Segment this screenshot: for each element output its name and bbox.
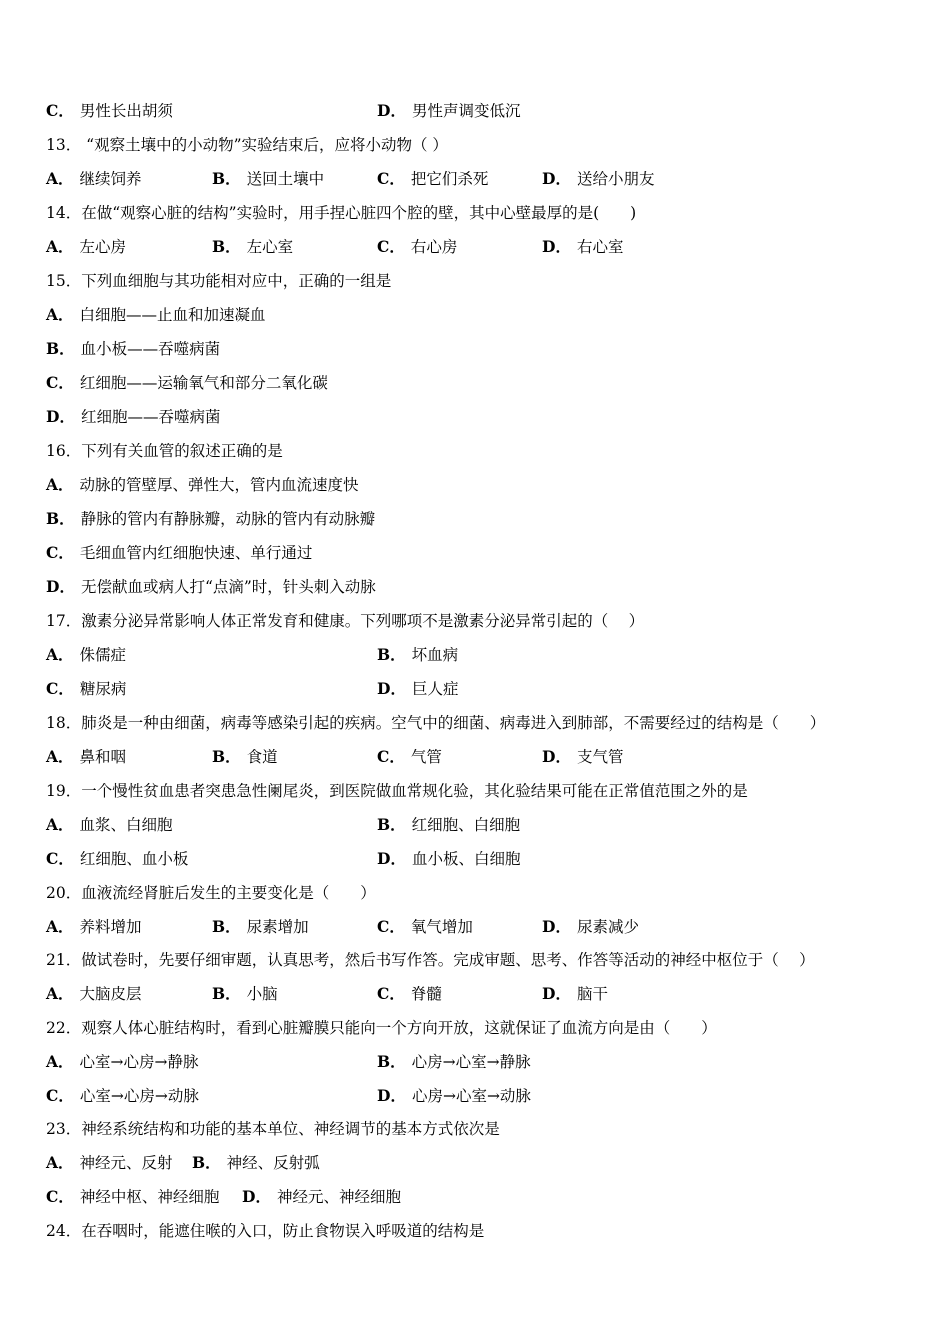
question-14: 14．在做“观察心脏的结构”实验时，用手捏心脏四个腔的壁，其中心壁最厚的是( ) — [46, 204, 637, 222]
question-18: 18．肺炎是一种由细菌，病毒等感染引起的疾病。空气中的细菌、病毒进入到肺部，不需要经过的结构是（ ） — [46, 714, 826, 732]
option-a: A． 神经元、反射 — [46, 1153, 173, 1172]
option-c: C． 右心房 — [377, 237, 458, 256]
option-c: C． 男性长出胡须 — [46, 101, 173, 120]
option-row-q15-c — [46, 371, 906, 395]
option-row-q13 — [46, 167, 906, 191]
option-a: A． 血浆、白细胞 — [46, 815, 173, 834]
option-b: B． 红细胞、白细胞 — [377, 815, 521, 834]
option-row-q19-2 — [46, 847, 906, 871]
option-a: A． 动脉的管壁厚、弹性大，管内血流速度快 — [46, 475, 359, 494]
option-b: B． 血小板——吞噬病菌 — [46, 339, 221, 358]
option-d: D． 无偿献血或病人打“点滴”时，针头刺入动脉 — [46, 577, 376, 596]
option-row-q23-1 — [46, 1151, 906, 1175]
option-row-q16-c — [46, 541, 906, 565]
question-17: 17．激素分泌异常影响人体正常发育和健康。下列哪项不是激素分泌异常引起的（ ） — [46, 612, 645, 630]
option-row-q15-d — [46, 405, 906, 429]
option-row-q15-a — [46, 303, 906, 327]
question-20: 20．血液流经肾脏后发生的主要变化是（ ） — [46, 884, 376, 902]
option-d: D． 送给小朋友 — [542, 169, 655, 188]
option-row-q21 — [46, 982, 906, 1006]
option-a: A． 白细胞——止血和加速凝血 — [46, 305, 266, 324]
option-row-q17-2 — [46, 677, 906, 701]
option-d: D． 男性声调变低沉 — [377, 101, 521, 120]
option-b: B． 神经、反射弧 — [192, 1153, 320, 1172]
option-d: D． 脑干 — [542, 984, 608, 1003]
option-d: D． 红细胞——吞噬病菌 — [46, 407, 221, 426]
option-row-q22-1 — [46, 1050, 906, 1074]
option-c: C． 毛细血管内红细胞快速、单行通过 — [46, 543, 313, 562]
option-row-q14 — [46, 235, 906, 259]
option-row-q16-b — [46, 507, 906, 531]
question-21: 21．做试卷时，先要仔细审题，认真思考，然后书写作答。完成审题、思考、作答等活动的神经中枢位于（ ） — [46, 951, 815, 969]
option-c: C． 气管 — [377, 747, 442, 766]
option-c: C． 红细胞——运输氧气和部分二氧化碳 — [46, 373, 328, 392]
option-row-q12 — [46, 99, 906, 123]
question-23: 23．神经系统结构和功能的基本单位、神经调节的基本方式依次是 — [46, 1120, 500, 1138]
option-a: A． 心室→心房→静脉 — [46, 1052, 199, 1071]
option-a: A． 左心房 — [46, 237, 127, 256]
option-row-q20 — [46, 915, 906, 939]
option-row-q19-1 — [46, 813, 906, 837]
option-d: D． 巨人症 — [377, 679, 459, 698]
option-b: B． 尿素增加 — [212, 917, 309, 936]
option-d: D． 支气管 — [542, 747, 624, 766]
option-c: C． 脊髓 — [377, 984, 442, 1003]
question-22: 22．观察人体心脏结构时，看到心脏瓣膜只能向一个方向开放，这就保证了血流方向是由（ ） — [46, 1019, 717, 1037]
option-row-q16-a — [46, 473, 906, 497]
option-d: D． 尿素减少 — [542, 917, 639, 936]
option-c: C． 糖尿病 — [46, 679, 127, 698]
option-d: D． 心房→心室→动脉 — [377, 1086, 531, 1105]
option-d: D． 神经元、神经细胞 — [242, 1187, 401, 1206]
option-a: A． 鼻和咽 — [46, 747, 127, 766]
question-13: 13． “观察土壤中的小动物”实验结束后，应将小动物（ ） — [46, 136, 448, 154]
option-c: C． 把它们杀死 — [377, 169, 489, 188]
option-b: B． 心房→心室→静脉 — [377, 1052, 531, 1071]
option-a: A． 养料增加 — [46, 917, 142, 936]
option-row-q18 — [46, 745, 906, 769]
option-d: D． 血小板、白细胞 — [377, 849, 521, 868]
option-b: B． 左心室 — [212, 237, 294, 256]
option-c: C． 氧气增加 — [377, 917, 473, 936]
question-16: 16．下列有关血管的叙述正确的是 — [46, 442, 283, 460]
option-b: B． 静脉的管内有静脉瓣，动脉的管内有动脉瓣 — [46, 509, 376, 528]
option-b: B． 送回土壤中 — [212, 169, 325, 188]
option-c: C． 神经中枢、神经细胞 — [46, 1187, 220, 1206]
option-row-q23-2 — [46, 1185, 906, 1209]
option-row-q17-1 — [46, 643, 906, 667]
option-a: A． 侏儒症 — [46, 645, 127, 664]
option-row-q15-b — [46, 337, 906, 361]
option-b: B． 坏血病 — [377, 645, 459, 664]
question-19: 19．一个慢性贫血患者突患急性阑尾炎，到医院做血常规化验，其化验结果可能在正常值范围之外的是 — [46, 782, 748, 800]
option-b: B． 食道 — [212, 747, 278, 766]
option-c: C． 心室→心房→动脉 — [46, 1086, 199, 1105]
option-a: A． 继续饲养 — [46, 169, 142, 188]
option-b: B． 小脑 — [212, 984, 278, 1003]
option-a: A． 大脑皮层 — [46, 984, 142, 1003]
option-row-q16-d — [46, 575, 906, 599]
option-row-q22-2 — [46, 1084, 906, 1108]
question-15: 15．下列血细胞与其功能相对应中，正确的一组是 — [46, 272, 392, 290]
option-c: C． 红细胞、血小板 — [46, 849, 189, 868]
option-d: D． 右心室 — [542, 237, 624, 256]
question-24: 24．在吞咽时，能遮住喉的入口，防止食物误入呼吸道的结构是 — [46, 1222, 485, 1240]
